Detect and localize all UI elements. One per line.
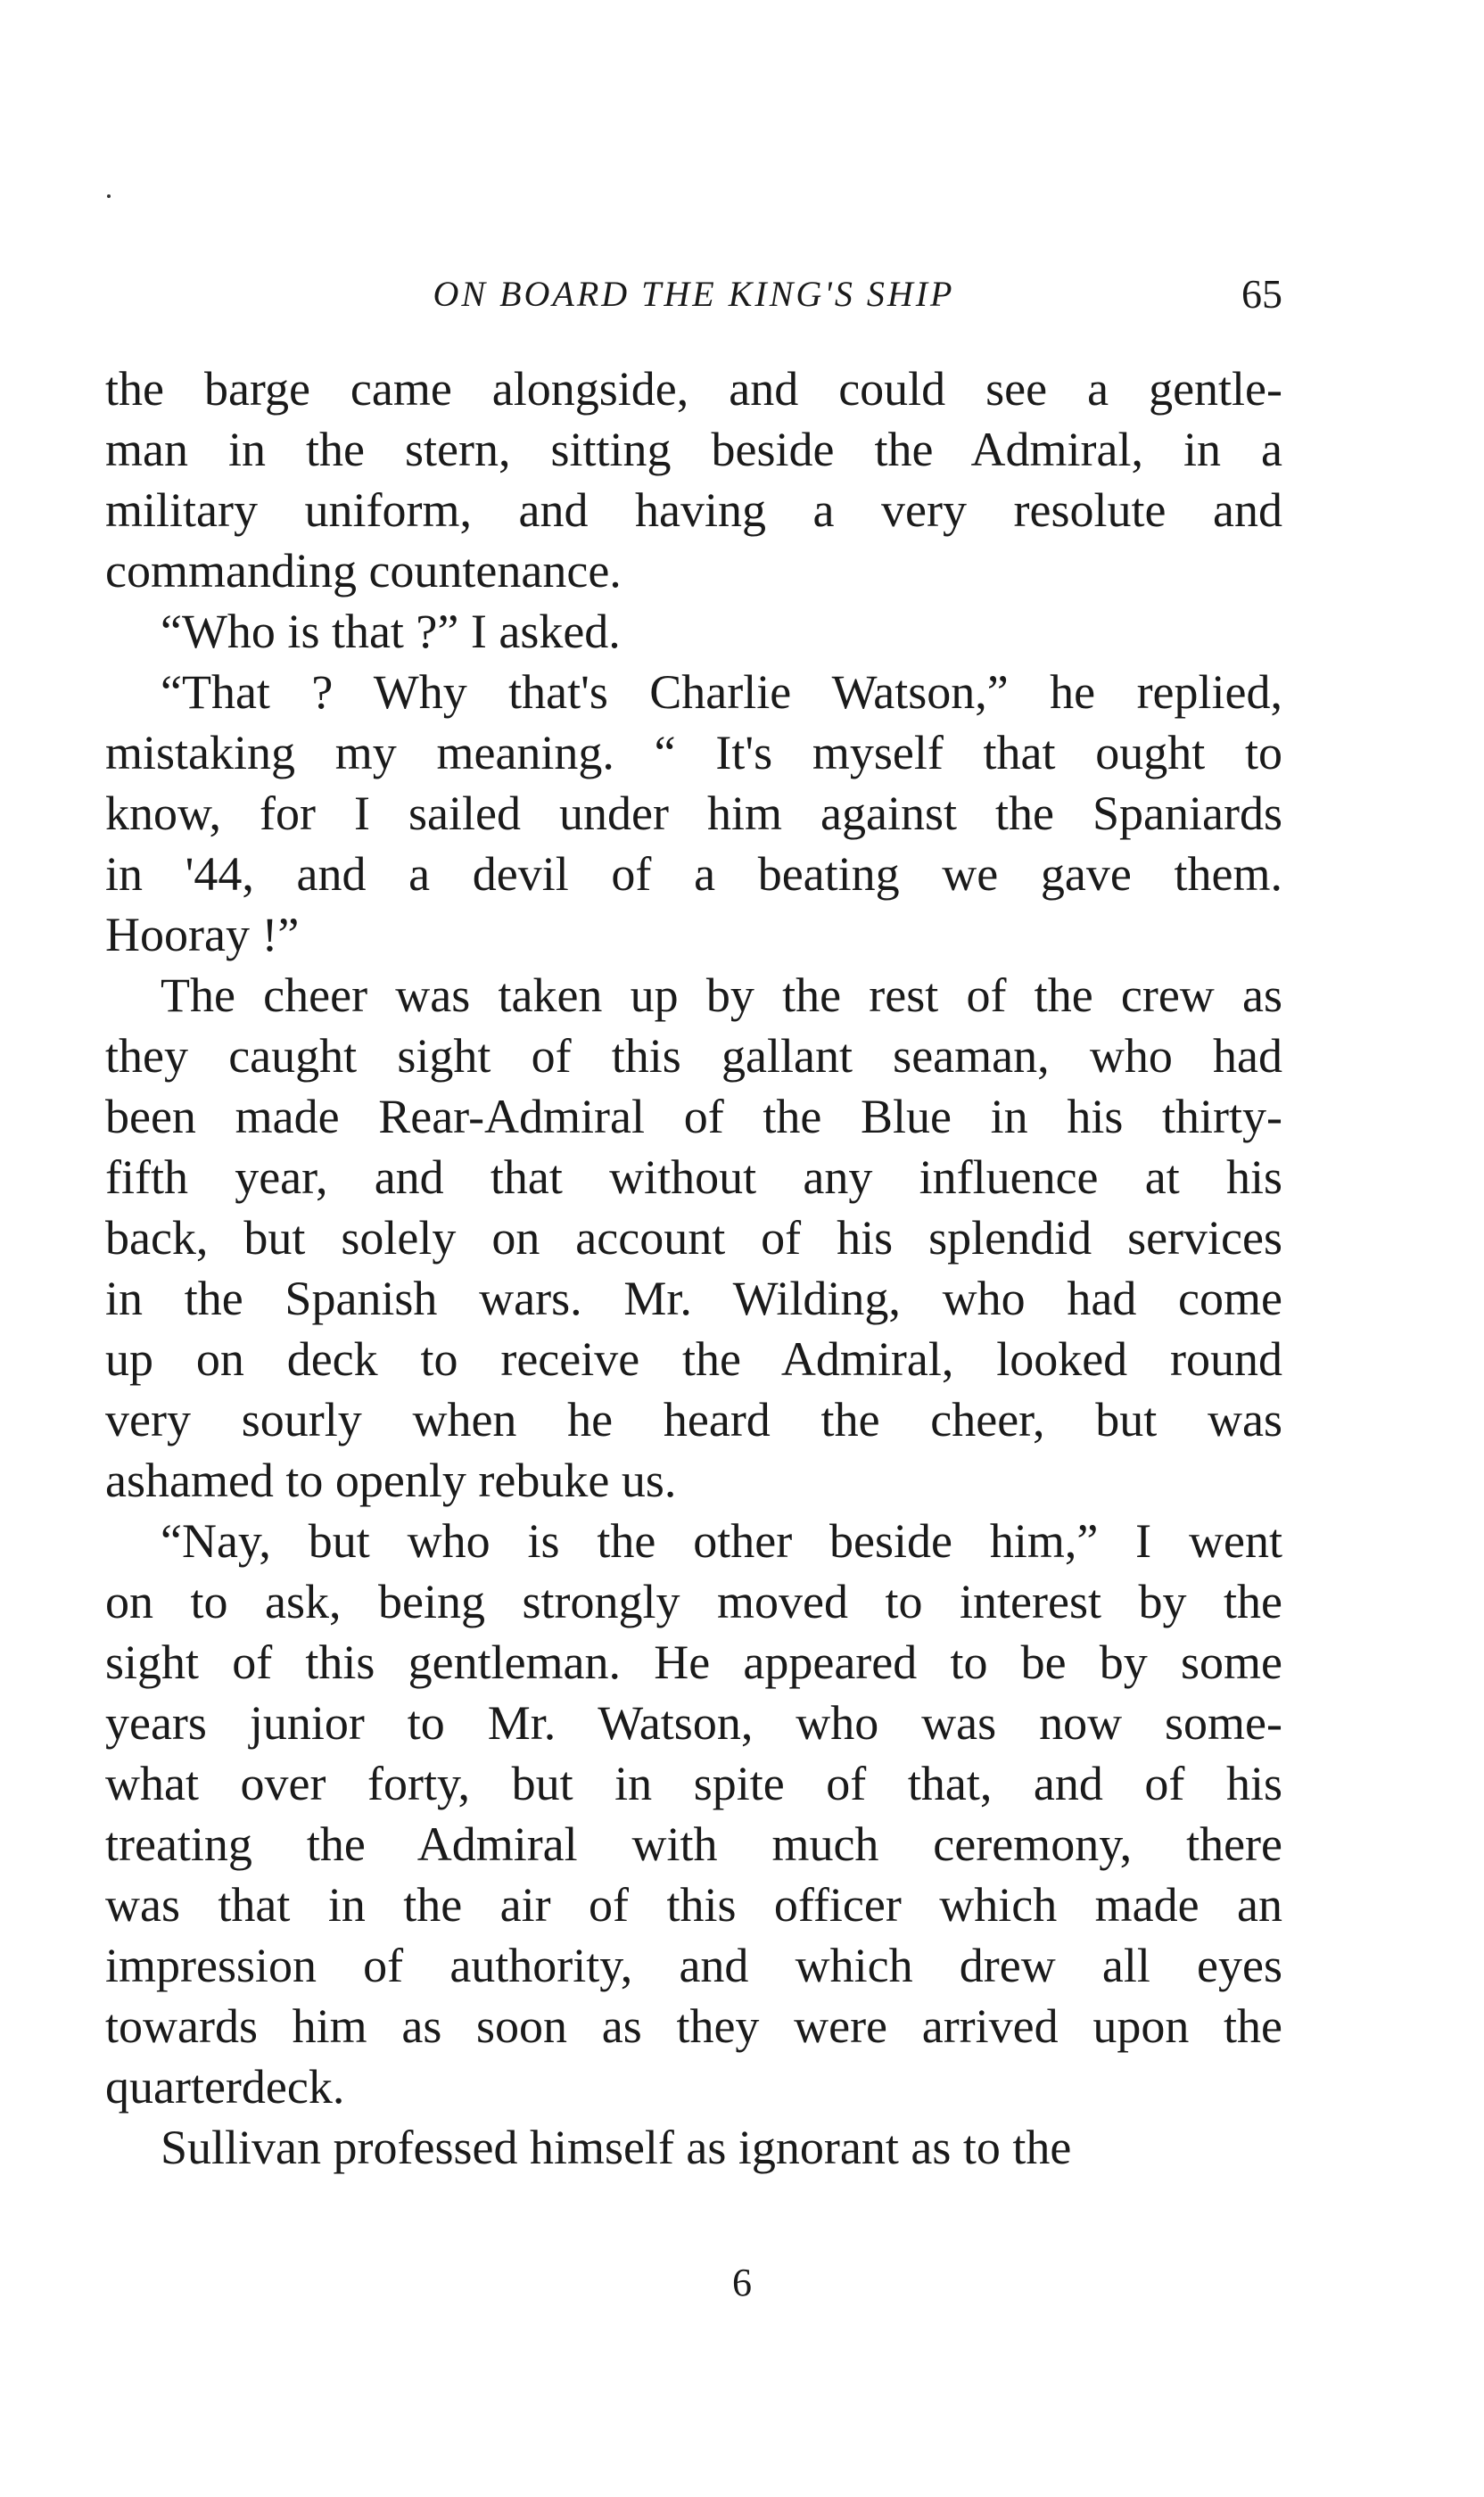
text-line: know, for I sailed under him against the Spaniards [105, 787, 1282, 840]
text-line: military uniform, and having a very resolute and [105, 483, 1282, 537]
paragraph [105, 358, 1282, 601]
text-line: in the Spanish wars. Mr. Wilding, who had come [105, 1272, 1282, 1325]
running-head [105, 266, 1282, 323]
text-line: on to ask, being strongly moved to interest by the [105, 1575, 1282, 1628]
text-line: fifth year, and that without any influence at his [105, 1150, 1282, 1204]
text-line: quarterdeck. [105, 2060, 345, 2114]
paragraph [105, 2117, 1282, 2178]
text-line: towards him as soon as they were arrived upon the [105, 1999, 1282, 2053]
paragraph [105, 662, 1282, 965]
text-line: back, but solely on account of his splendid services [105, 1211, 1282, 1265]
body-text [105, 358, 1282, 2178]
text-line: up on deck to receive the Admiral, looked round [105, 1332, 1282, 1386]
text-line: they caught sight of this gallant seaman, who had [105, 1029, 1282, 1083]
text-line: ashamed to openly rebuke us. [105, 1454, 677, 1507]
paragraph [105, 601, 1282, 662]
page-number: 65 [1241, 271, 1282, 317]
text-line: sight of this gentleman. He appeared to be by some [105, 1636, 1282, 1689]
text-line: what over forty, but in spite of that, and of his [105, 1757, 1282, 1810]
text-line: “That ? Why that's Charlie Watson,” he replied, [161, 665, 1282, 719]
text-line: was that in the air of this officer which made an [105, 1878, 1282, 1932]
paragraph [105, 965, 1282, 1511]
text-line: The cheer was taken up by the rest of the crew as [161, 968, 1282, 1022]
text-line: commanding countenance. [105, 544, 622, 597]
text-line: “Who is that ?” I asked. [161, 605, 621, 658]
text-line: mistaking my meaning. “ It's myself that ought to [105, 726, 1282, 779]
text-line: been made Rear-Admiral of the Blue in his thirty- [105, 1090, 1282, 1143]
text-line: Sullivan professed himself as ignorant as to the [161, 2121, 1072, 2174]
text-line: in '44, and a devil of a beating we gave them. [105, 847, 1282, 901]
text-line: man in the stern, sitting beside the Admiral, in a [105, 423, 1282, 476]
text-line: impression of authority, and which drew all eyes [105, 1939, 1282, 1992]
print-speck [107, 194, 111, 198]
running-title: ON BOARD THE KING'S SHIP [433, 274, 955, 314]
text-line: the barge came alongside, and could see a gentle- [105, 362, 1282, 416]
text-line: treating the Admiral with much ceremony, there [105, 1817, 1282, 1871]
text-line: years junior to Mr. Watson, who was now some- [105, 1696, 1282, 1750]
text-line: Hooray !” [105, 908, 300, 961]
text-line: “Nay, but who is the other beside him,” I went [161, 1514, 1282, 1568]
text-line: very sourly when he heard the cheer, but was [105, 1393, 1282, 1446]
paragraph [105, 1511, 1282, 2117]
signature-mark: 6 [732, 2261, 752, 2304]
